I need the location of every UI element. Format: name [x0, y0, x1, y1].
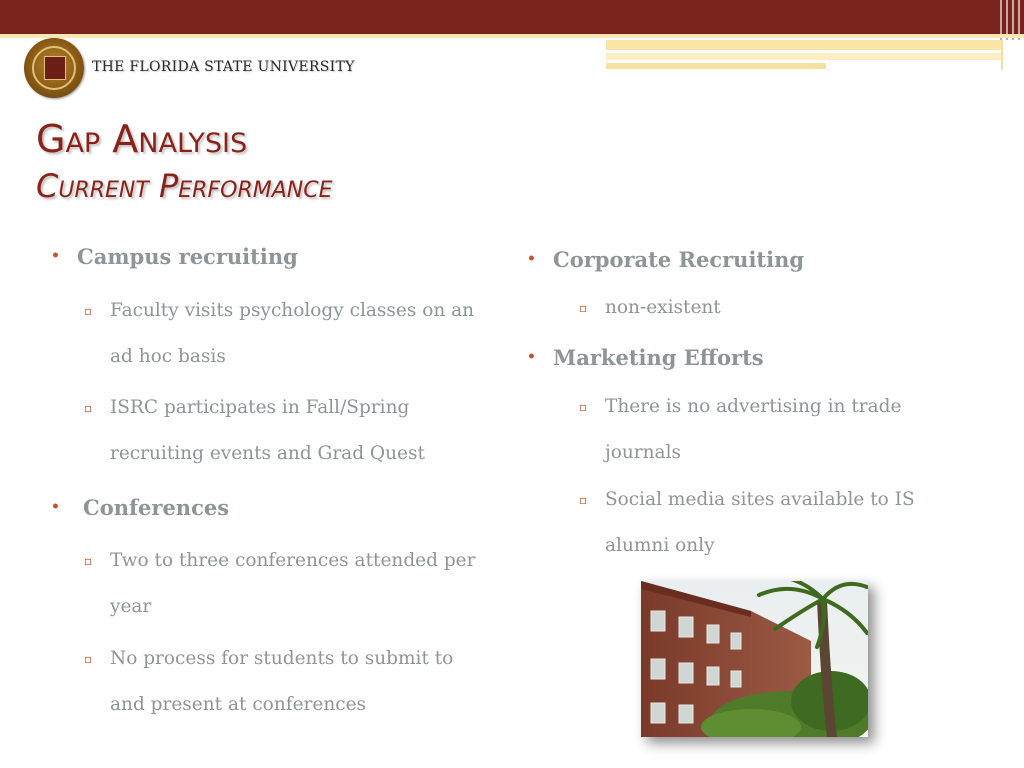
sub-bullet-text: non-existent — [605, 297, 721, 318]
round-bullet-icon: • — [51, 248, 60, 264]
sub-bullet-text: Two to three conferences attended per year — [110, 550, 476, 617]
university-name: THE FLORIDA STATE UNIVERSITY — [92, 59, 355, 75]
bullet-heading-text: Conferences — [83, 495, 230, 520]
bullet-heading-text: Campus recruiting — [77, 244, 298, 269]
square-bullet-icon: ▫ — [579, 400, 588, 414]
sub-bullet-text: Faculty visits psychology classes on an ad hoc basis — [110, 300, 475, 367]
sub-bullet — [579, 384, 945, 476]
sub-bullet-text: No process for students to submit to and present at conferences — [110, 648, 454, 715]
sub-bullet-text: ISRC participates in Fall/Spring recruiting events and Grad Quest — [110, 397, 425, 464]
round-bullet-icon: • — [527, 349, 536, 365]
bullet-heading-marketing-efforts — [527, 345, 764, 370]
bullet-heading-text: Corporate Recruiting — [553, 247, 805, 272]
campus-building-image — [641, 581, 868, 737]
slide-title: Gap Analysis — [36, 117, 248, 161]
bullet-heading-text: Marketing Efforts — [553, 345, 764, 370]
sub-bullet-text: There is no advertising in trade journals — [605, 396, 902, 463]
round-bullet-icon: • — [527, 251, 536, 267]
square-bullet-icon: ▫ — [579, 493, 588, 507]
round-bullet-icon: • — [51, 499, 60, 515]
square-bullet-icon: ▫ — [84, 652, 93, 666]
campus-photo — [641, 581, 868, 737]
sub-bullet — [579, 285, 965, 331]
slide-subtitle: Current Performance — [36, 167, 333, 205]
square-bullet-icon: ▫ — [579, 301, 588, 315]
bullet-heading-corporate-recruiting — [527, 247, 805, 272]
sub-bullet — [579, 477, 965, 569]
sub-bullet-text: Social media sites available to IS alumni only — [605, 489, 915, 556]
square-bullet-icon: ▫ — [84, 304, 93, 318]
square-bullet-icon: ▫ — [84, 401, 93, 415]
square-bullet-icon: ▫ — [84, 554, 93, 568]
